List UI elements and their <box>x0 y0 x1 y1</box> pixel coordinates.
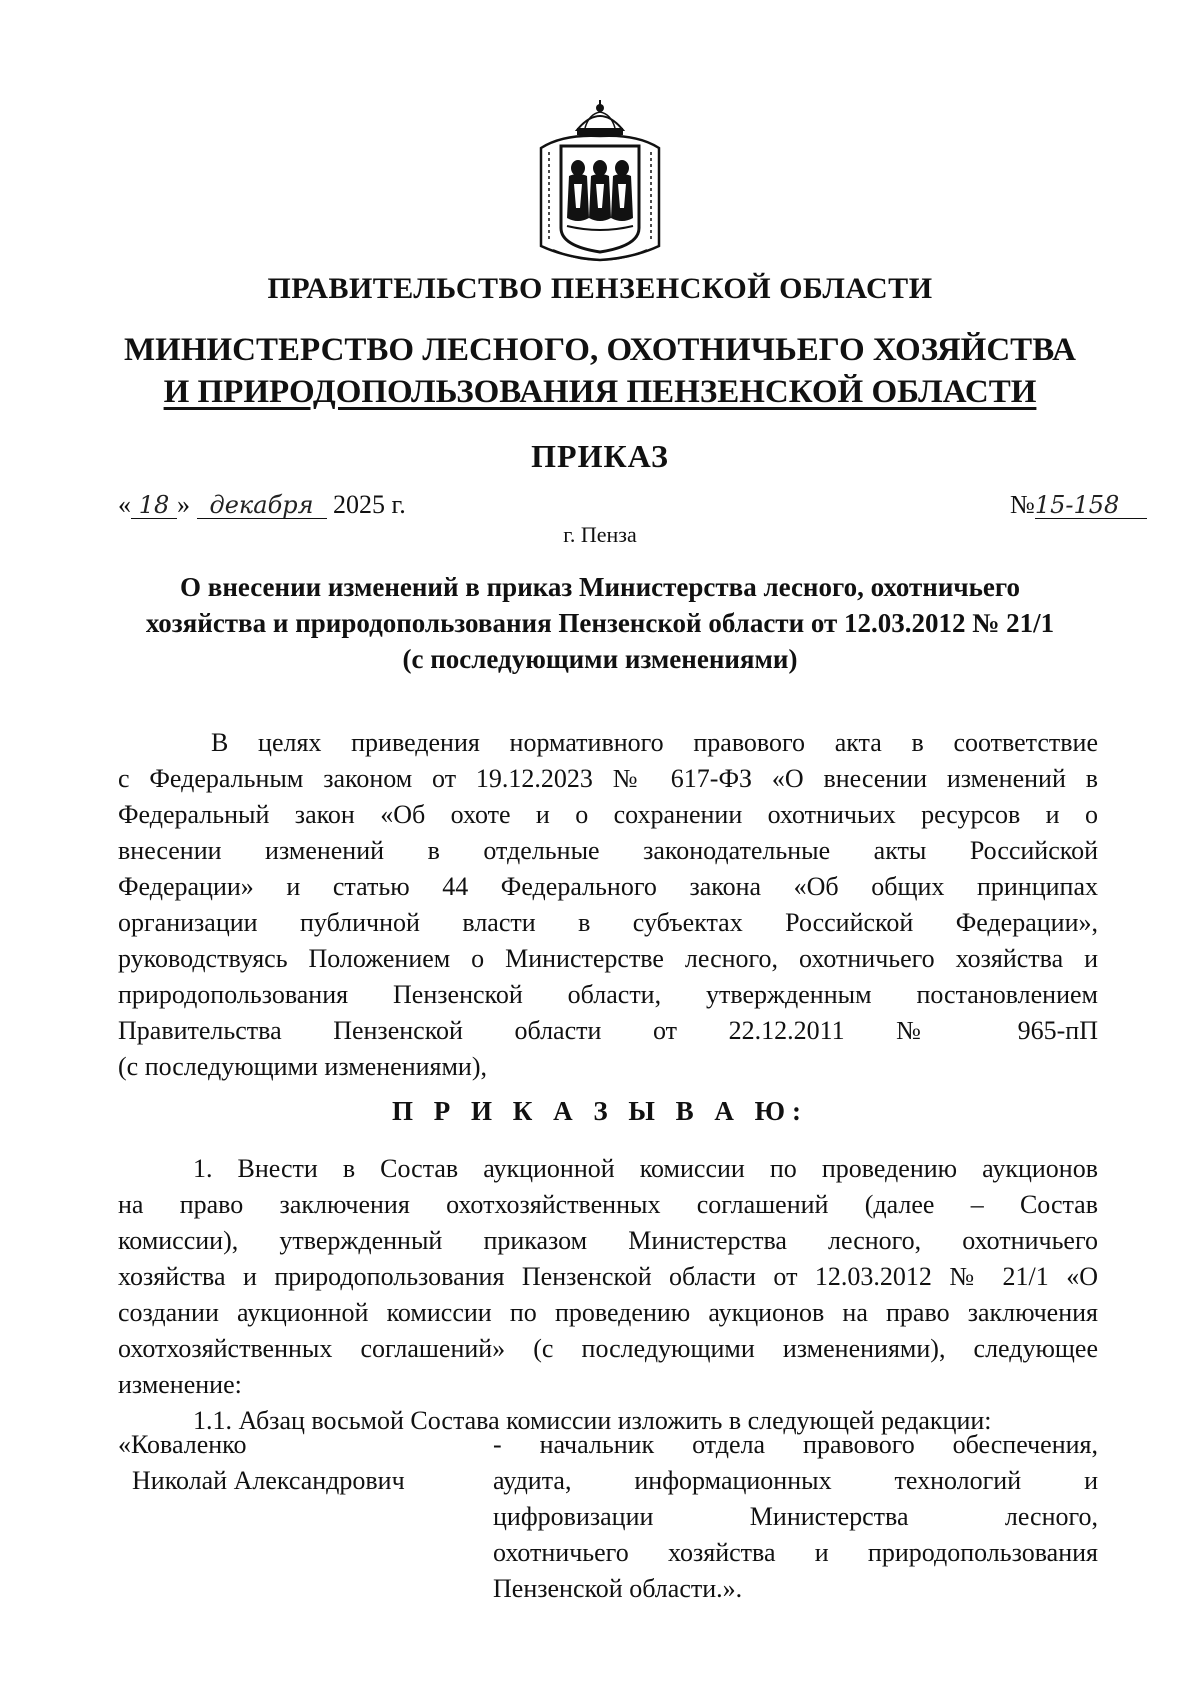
date-month-field <box>197 492 327 519</box>
date-month: декабря <box>209 491 314 519</box>
subject-line3: (с последующими изменениями) <box>402 644 798 674</box>
order-number-value: 15-158 <box>1034 491 1120 519</box>
subject-line2: хозяйства и природопользования Пензенской области от 12.03.2012 № 21/1 <box>145 608 1055 638</box>
document-type-title: ПРИКАЗ <box>531 438 669 474</box>
item-1-line: на право заключения охотхозяйственных соглашений (далее – Состав <box>118 1190 1098 1219</box>
coat-of-arms-icon <box>533 100 667 270</box>
date-close-quote: » <box>177 490 190 519</box>
member-position-line: аудита, информационных технологий и <box>493 1466 1098 1495</box>
order-number <box>1010 490 1147 520</box>
item-1-line: комиссии), утвержденный приказом Министерства лесного, охотничьего <box>118 1226 1098 1255</box>
city: г. Пенза <box>563 522 637 547</box>
member-position-block <box>493 1427 1098 1607</box>
item-1-line: создании аукционной комиссии по проведению аукционов на право заключения <box>118 1298 1098 1327</box>
date-open-quote: « <box>118 490 131 519</box>
preamble-line: (с последующими изменениями), <box>118 1052 488 1081</box>
preamble-line: природопользования Пензенской области, утвержденным постановлением <box>118 980 1098 1009</box>
date-day: 18 <box>138 491 170 519</box>
item-1-1-line: 1.1. Абзац восьмой Состава комиссии изложить в следующей редакции: <box>193 1406 992 1435</box>
preamble-line: В целях приведения нормативного правового акта в соответствие <box>211 728 1098 757</box>
preamble-line: Федерации» и статью 44 Федерального закона «Об общих принципах <box>118 872 1098 901</box>
item-1-paragraph <box>118 1151 1098 1439</box>
preamble-line: организации публичной власти в субъектах Российской Федерации», <box>118 908 1098 937</box>
order-directive-heading: П Р И К А З Ы В А Ю: <box>392 1096 808 1126</box>
member-position-line: Пензенской области.». <box>493 1574 743 1603</box>
member-surname: «Коваленко <box>118 1430 247 1459</box>
member-position-line: охотничьего хозяйства и природопользования <box>493 1538 1098 1567</box>
ministry-name-line2-text: И ПРИРОДОПОЛЬЗОВАНИЯ ПЕНЗЕНСКОЙ ОБЛАСТИ <box>163 374 1037 410</box>
preamble-line: Федеральный закон «Об охоте и о сохранении охотничьих ресурсов и о <box>118 800 1098 829</box>
order-number-field <box>1035 492 1147 519</box>
preamble-line: с Федеральным законом от 19.12.2023 № 617-ФЗ «О внесении изменений в <box>118 764 1098 793</box>
date-year: 2025 г. <box>333 490 406 519</box>
preamble-line: Правительства Пензенской области от 22.12.2011 № 965-пП <box>118 1016 1098 1045</box>
member-given-names: Николай Александрович <box>132 1466 405 1495</box>
item-1-line: охотхозяйственных соглашений» (с последующими изменениями), следующее <box>118 1334 1098 1363</box>
order-date <box>118 490 406 520</box>
date-day-field <box>131 492 177 519</box>
order-number-prefix: № <box>1010 490 1035 519</box>
preamble-paragraph <box>118 725 1098 1085</box>
member-position-line: - начальник отдела правового обеспечения, <box>493 1430 1098 1459</box>
ministry-name-line1: МИНИСТЕРСТВО ЛЕСНОГО, ОХОТНИЧЬЕГО ХОЗЯЙСТВА <box>124 332 1076 368</box>
member-position-line: цифровизации Министерства лесного, <box>493 1502 1098 1531</box>
preamble-line: руководствуясь Положением о Министерстве лесного, охотничьего хозяйства и <box>118 944 1098 973</box>
subject-line1: О внесении изменений в приказ Министерства лесного, охотничьего <box>180 572 1020 602</box>
preamble-line: внесении изменений в отдельные законодательные акты Российской <box>118 836 1098 865</box>
member-name-block <box>118 1427 405 1499</box>
ministry-name-line2 <box>0 374 1200 411</box>
item-1-line: изменение: <box>118 1370 242 1399</box>
item-1-line: 1. Внести в Состав аукционной комиссии по проведению аукционов <box>193 1154 1098 1183</box>
item-1-line: хозяйства и природопользования Пензенской области от 12.03.2012 № 21/1 «О <box>118 1262 1098 1291</box>
government-name: ПРАВИТЕЛЬСТВО ПЕНЗЕНСКОЙ ОБЛАСТИ <box>267 272 933 305</box>
